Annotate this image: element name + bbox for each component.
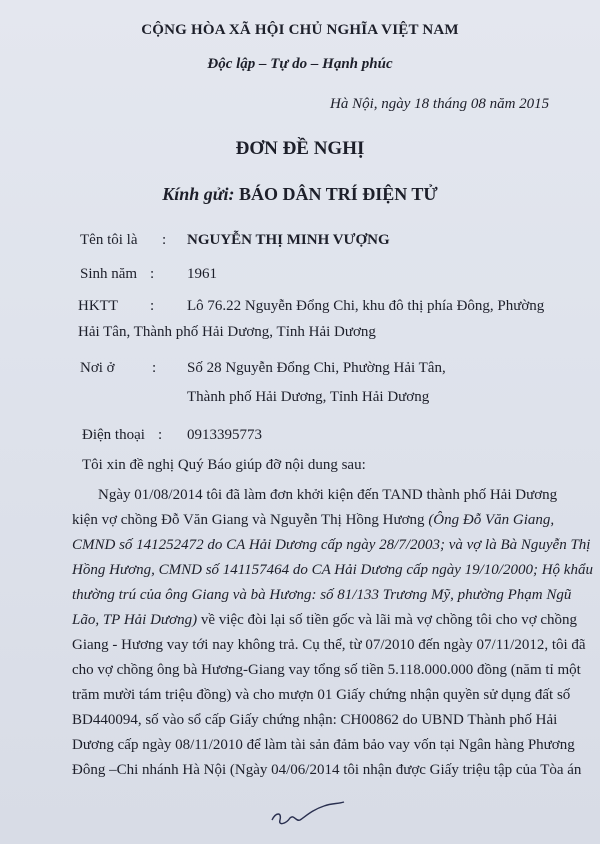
body-line-6-text: về việc đòi lại số tiền gốc và lãi mà vợ chồng tôi cho vợ chồng bbox=[197, 612, 578, 628]
address-value-line-1: Số 28 Nguyễn Đổng Chi, Phường Hải Tân, bbox=[187, 360, 446, 376]
birth-value: 1961 bbox=[187, 266, 217, 282]
national-motto: Độc lập – Tự do – Hạnh phúc bbox=[207, 56, 393, 72]
body-line-10: BD440094, số vào sổ cấp Giấy chứng nhận: CH00862 do UBND Thành phố Hải bbox=[72, 712, 558, 728]
address-label: Nơi ở bbox=[80, 360, 115, 376]
hktt-label: HKTT bbox=[78, 298, 118, 314]
body-line-2 bbox=[72, 512, 554, 529]
name-value: NGUYỄN THỊ MINH VƯỢNG bbox=[187, 232, 390, 248]
phone-label: Điện thoại bbox=[82, 427, 145, 443]
body-line-3: CMND số 141252472 do CA Hải Dương cấp ngày 28/7/2003; và vợ là Bà Nguyễn Thị bbox=[72, 537, 591, 553]
name-label: Tên tôi là bbox=[80, 232, 138, 248]
address-value-line-2: Thành phố Hải Dương, Tỉnh Hải Dương bbox=[187, 389, 430, 405]
phone-value: 0913395773 bbox=[187, 427, 262, 443]
recipient-name: BÁO DÂN TRÍ ĐIỆN TỬ bbox=[239, 184, 438, 204]
body-line-1: Ngày 01/08/2014 tôi đã làm đơn khởi kiện đến TAND thành phố Hải Dương bbox=[98, 487, 558, 503]
body-line-12: Đông –Chi nhánh Hà Nội (Ngày 04/06/2014 tôi nhận được Giấy triệu tập của Tòa án bbox=[72, 762, 582, 778]
body-line-2-italic: (Ông Đỗ Văn Giang, bbox=[428, 512, 555, 528]
body-line-5: thường trú của ông Giang và bà Hương: số 81/133 Trương Mỹ, phường Phạm Ngũ bbox=[72, 587, 572, 603]
document-title: ĐƠN ĐỀ NGHỊ bbox=[235, 138, 365, 159]
body-line-11: Dương cấp ngày 08/11/2010 để làm tài sản đảm bảo vay vốn tại Ngân hàng Phương bbox=[72, 737, 575, 753]
recipient-label: Kính gửi: bbox=[162, 184, 235, 204]
body-line-2-text: kiện vợ chồng Đỗ Văn Giang và Nguyễn Thị Hồng Hương bbox=[72, 512, 429, 528]
birth-colon: : bbox=[150, 266, 155, 282]
birth-label: Sinh năm bbox=[80, 266, 138, 282]
name-colon: : bbox=[162, 232, 167, 248]
intro-text: Tôi xin đề nghị Quý Báo giúp đỡ nội dung sau: bbox=[82, 457, 366, 473]
signature-mark bbox=[268, 798, 348, 832]
body-line-6 bbox=[72, 612, 577, 629]
hktt-value-line-2: Hải Tân, Thành phố Hải Dương, Tỉnh Hải Dương bbox=[78, 324, 376, 340]
address-colon: : bbox=[152, 360, 157, 376]
phone-colon: : bbox=[158, 427, 163, 443]
hktt-colon: : bbox=[150, 298, 155, 314]
hktt-value-line-1: Lô 76.22 Nguyễn Đổng Chi, khu đô thị phía Đông, Phường bbox=[187, 298, 545, 314]
body-line-8: cho vợ chồng ông bà Hương-Giang vay tổng số tiền 5.118.000.000 đồng (năm tỉ một bbox=[72, 662, 581, 678]
national-title: CỘNG HÒA XÃ HỘI CHỦ NGHĨA VIỆT NAM bbox=[141, 22, 459, 38]
body-line-4: Hồng Hương, CMND số 141157464 do CA Hải Dương cấp ngày 19/10/2000; Hộ khẩu bbox=[72, 562, 593, 578]
recipient-line bbox=[0, 184, 600, 205]
body-line-7: Giang - Hương vay tới nay không trả. Cụ thể, từ 07/2010 đến ngày 07/11/2012, tôi đã bbox=[72, 637, 586, 653]
body-line-9: trăm mười tám triệu đồng) và cho mượn 01 Giấy chứng nhận quyền sử dụng đất số bbox=[72, 687, 571, 703]
body-line-6-italic: Lão, TP Hải Dương) bbox=[72, 612, 198, 628]
document-date: Hà Nội, ngày 18 tháng 08 năm 2015 bbox=[330, 96, 550, 112]
